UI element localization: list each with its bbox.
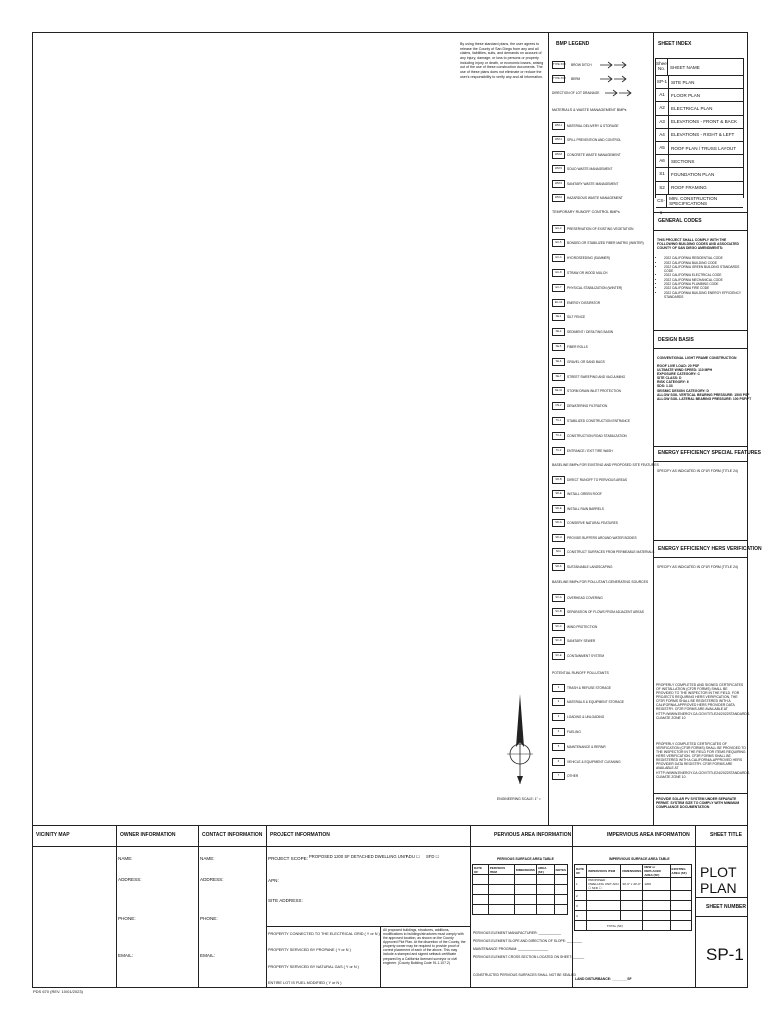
bmp-row (552, 742, 606, 751)
pervious-col-header: AREA (SF) (536, 865, 554, 875)
pervious-notes (473, 931, 584, 981)
bmp-label: SILT FENCE (567, 315, 586, 320)
col-header: SHEET NAME (670, 64, 700, 70)
bmp-row (552, 504, 604, 513)
bmp-row (552, 713, 604, 722)
bmp-label: OVERHEAD COVERING (567, 595, 603, 600)
bmp-label: STREET SWEEPING AND VACUUMING (567, 374, 626, 379)
bmp-label: MAINTENANCE & REPAIR (567, 744, 606, 749)
north-arrow-icon (505, 692, 535, 790)
bmp-code: TC-3 (552, 447, 565, 455)
sheet-index-row (656, 155, 743, 168)
bmp-row (552, 402, 607, 411)
bmp-code: EC-2 (552, 225, 565, 233)
design-basis-line: SEISMIC DESIGN CATEGORY: D (657, 388, 709, 393)
bmp-code: SE-10 (552, 387, 565, 395)
sheet-name: SITE PLAN (671, 79, 695, 85)
bmp-label: FIBER ROLLS (567, 344, 588, 349)
bmp-row (552, 328, 613, 337)
bmp-code: SC-A (552, 594, 565, 602)
apn-label: APN: (268, 878, 279, 883)
bmp-row (552, 593, 603, 602)
col-header: Sheet No. (656, 59, 668, 75)
bmp-code: WM-6 (552, 194, 565, 202)
bmp-label: PRESERVATION OF EXISTING VEGETATION (567, 226, 634, 231)
sheet-no: A5 (656, 142, 669, 154)
land-disturbance: LAND DISTURBANCE: ________SF (575, 977, 632, 981)
pervious-col-header: PERVIOUS ITEM (488, 865, 514, 875)
bmp-label: CONSERVE NATURAL FEATURES (567, 521, 618, 525)
bmp-code: SD-K (552, 563, 565, 571)
pervious-note-line: MAINTENANCE PROGRAM: ________________ (473, 947, 549, 952)
plan-sheet (32, 32, 751, 988)
bmp-label: CONSTRUCT SURFACES FROM PERMEABLE MATERIALS (567, 550, 655, 554)
contact-phone: PHONE: (200, 916, 218, 921)
impervious-col-header: NEW or REPLACED AREA (SF) (643, 865, 670, 878)
bmp-code: 6 (552, 758, 565, 766)
placement-note: All proposed buildings, structures, additions, modifications to buildings/structures must comply with the approved location, as shown on the County Approved Plot Plan. At the discretion of the County, the property owner may be required to provide proof of correct placement of each of the above. This may include a stamped and signed setback certificate prepared by a California licensed surveyor or civil engineer. (County Building Code 91.1.107.2) (383, 928, 466, 965)
bmp-label: GRAVEL OR SAND BAGS (567, 359, 605, 364)
bmp-label: SEDIMENT / DESILTING BASIN (567, 330, 614, 335)
bmp-label: SANITARY SEWER (567, 639, 596, 643)
bmp-row (552, 268, 607, 277)
total-label: TOTAL (SF) (587, 921, 643, 931)
contact-address: ADDRESS: (200, 877, 224, 882)
bmp-code: WM-1 (552, 122, 565, 130)
contact-name: NAME: (200, 856, 215, 861)
bmp-code: 5 (552, 743, 565, 751)
hers-text: SPECIFY AS INDICATED IN CF1R FORM (TITLE 24) (657, 565, 738, 569)
sheet-no: S1 (656, 168, 669, 180)
bmp-label: INSTALL RAIN BARRELS (567, 506, 604, 511)
bmp-code: SC-D (552, 637, 565, 645)
vicinity-map-label: VICINITY MAP (36, 832, 70, 838)
bmp-code: EC-7 (552, 284, 565, 292)
bmp-label: MATERIALS & EQUIPMENT STORAGE (567, 700, 625, 705)
sheet-name: ROOF PLAN / TRUSS LAYOUT (671, 145, 737, 151)
bmp-label: SEPARATION OF FLOWS FROM ADJACENT AREAS (567, 610, 644, 614)
bmp-label: VEHICLE & EQUIPMENT CLEANING (567, 759, 621, 764)
bmp-label: TRASH & REFUSE STORAGE (567, 685, 612, 690)
sheet-no: A1 (656, 89, 669, 101)
bmp-row (552, 637, 595, 646)
owner-name: NAME: (118, 856, 133, 861)
sheet-index-table (655, 58, 744, 215)
sheet-name: FOUNDATION PLAN (671, 171, 715, 177)
sheet-index-row (656, 182, 743, 195)
bmp-code: SC-B (552, 608, 565, 616)
bmp-row (552, 372, 625, 381)
sheet-index-header (656, 59, 743, 76)
bmp-label: ENERGY DISSIPATOR (567, 300, 601, 305)
bmp-row (552, 224, 633, 233)
code-item: • 2022 CALIFORNIA BUILDING CODE (664, 261, 747, 265)
bmp-row (552, 431, 627, 440)
sheet-index-row (656, 168, 743, 181)
bmp-code: SD-E (552, 505, 565, 513)
code-item: • 2022 CALIFORNIA RESIDENTIAL CODE (664, 256, 747, 260)
bmp-code: 4 (552, 728, 565, 736)
bmp-code: EC-5 (552, 239, 565, 247)
code-item: • 2022 CALIFORNIA PLUMBING CODE (664, 282, 747, 286)
code-item: • 2022 CALIFORNIA FIRE CODE (664, 286, 747, 290)
energy-text: SPECIFY AS INDICATED IN CF1R FORM (TITLE 24) (657, 469, 738, 473)
bmp-label: LOADING & UNLOADING (567, 715, 605, 720)
bmp-row (552, 698, 624, 707)
sheet-title-label: SHEET TITLE (710, 832, 742, 838)
divider (548, 32, 549, 825)
bmp-code: SC-C (552, 623, 565, 631)
code-item: • 2022 CALIFORNIA ELECTRICAL CODE (664, 273, 747, 277)
bmp-code: EC-4 (552, 254, 565, 262)
bmp-label: HAZARDOUS WASTE MANAGEMENT (567, 196, 623, 200)
pollutant-title: BASELINE BMPs FOR POLLUTANT-GENERATING SOURCES (552, 580, 649, 584)
impervious-table-title: IMPERVIOUS SURFACE AREA TABLE (609, 857, 670, 861)
bmp-code: 2 (552, 698, 565, 706)
pervious-note-line: PERVIOUS ELEMENT CROSS SECTION LOCATED ON SHEET: ______ (473, 955, 585, 960)
bmp-label: SANITARY WASTE MANAGEMENT (567, 181, 619, 186)
bmp-row (552, 121, 619, 130)
design-basis-line: SDS: 1.33 (657, 384, 673, 389)
bmp-row (552, 387, 621, 396)
temp-title: TEMPORARY RUNOFF CONTROL BMPs (552, 210, 620, 214)
bmp-label: CONTAINMENT SYSTEM (567, 653, 605, 658)
bmp-code: WM-8 (552, 151, 565, 159)
bmp-code: TYPE XXX (552, 75, 565, 83)
design-basis-line: ULTIMATE WIND SPEED: 110 MPH (657, 368, 713, 373)
contact-info-label: CONTACT INFORMATION (202, 832, 263, 838)
bmp-row (552, 727, 581, 736)
pervious-note-line: CONSTRUCTED PERVIOUS SURFACES SHALL NOT BE SEALED (473, 973, 576, 978)
sheet-name: SECTIONS (671, 158, 695, 164)
bmp-code: SD-I (552, 548, 565, 556)
solar-note: PROVIDE SOLAR PV SYSTEM UNDER SEPARATE PERMIT. SYSTEM SIZE TO COMPLY WITH MINIMUM COMPLIANCE DOCUMENTATION (656, 797, 740, 810)
bmp-row (552, 150, 621, 159)
design-basis-body (657, 356, 751, 401)
owner-address: ADDRESS: (118, 877, 142, 882)
bmp-code: TC-2 (552, 432, 565, 440)
impervious-col-header: IMPERVIOUS ITEM (587, 865, 621, 878)
bmp-label: BERM (571, 76, 581, 81)
energy-title: ENERGY EFFICIENCY SPECIAL FEATURES (658, 450, 761, 456)
adu-checkbox[interactable]: ADU ☐ (406, 854, 420, 859)
arrow-icon (598, 75, 628, 83)
owner-info-label: OWNER INFORMATION (120, 832, 176, 838)
impervious-col-header: DIMENSIONS (621, 865, 643, 878)
bmp-label: PHYSICAL STABILIZATION (WINTER) (567, 285, 623, 290)
bmp-row (552, 622, 597, 631)
bmp-code: SE-5 (552, 343, 565, 351)
bmp-label: SPILL PREVENTION AND CONTROL (567, 138, 622, 142)
bmp-code: SE-1 (552, 313, 565, 321)
sheet-index-title: SHEET INDEX (658, 41, 692, 47)
legend-row-brow-ditch (552, 60, 628, 69)
bmp-label: CONSTRUCTION ROAD STABILIZATION (567, 433, 627, 438)
legend-row-drainage (552, 88, 633, 97)
bmp-label: STABILIZED CONSTRUCTION ENTRANCE (567, 418, 630, 423)
bmp-row (552, 548, 654, 557)
bmp-label: ENTRANCE / EXIT TIRE WASH (567, 448, 613, 453)
bmp-label: BONDED OR STABILIZED FIBER MATRIX (WINTER) (567, 241, 644, 246)
pervious-col-header: DIMENSIONS (514, 865, 536, 875)
bmp-label: FUELING (567, 729, 581, 734)
bmp-row (552, 772, 578, 781)
sheet-no: SP-1 (656, 76, 669, 88)
design-basis-line: ALLOW SOIL VERTICAL BEARING PRESSURE: 1500 PSF (657, 392, 750, 397)
sheet-index-row (656, 116, 743, 129)
bmp-code: 1 (552, 684, 565, 692)
design-basis-line: SITE CLASS: D (657, 376, 682, 381)
sheet-title: PLOT PLAN (700, 864, 737, 896)
project-scope-label: PROJECT SCOPE: (268, 856, 308, 861)
hers-title: ENERGY EFFICIENCY HERS VERIFICATION (658, 546, 762, 552)
general-codes-body (657, 238, 747, 299)
site-address-label: SITE ADDRESS: (268, 898, 303, 903)
impervious-table: DATE OF IMPERVIOUS ITEM DIMENSIONS NEW or REPLACED AREA (SF) EXISTING AREA (SF) 1 PROPOSED DWELLING UNIT ADU ☐ SFD ☐ 30'-0" x 40'-0" 1200 2 3 4 TOTAL (SF) (574, 864, 692, 931)
bmp-code: TC-1 (552, 417, 565, 425)
bmp-row (552, 562, 612, 571)
bmp-row (552, 490, 602, 499)
sheet-index-row (656, 195, 743, 215)
fuel-modified-question: ENTIRE LOT IS FUEL MODIFIED ( Y or N ) (268, 981, 342, 985)
design-basis-line: RISK CATEGORY: II (657, 380, 689, 385)
code-item: • 2022 CALIFORNIA BUILDING ENERGY EFFICIENCY STANDARDS (664, 291, 747, 300)
bmp-label: MATERIAL DELIVERY & STORAGE (567, 123, 619, 128)
sheet-name: ROOF FRAMING (671, 185, 707, 191)
design-basis-line: ALLOW SOIL LATERAL BEARING PRESSURE: 100 PSF/FT (657, 396, 752, 401)
sheet-no: A6 (656, 155, 669, 167)
bmp-code: 7 (552, 772, 565, 780)
bmp-code: WM-5 (552, 165, 565, 173)
bmp-label: OTHER (567, 774, 579, 779)
bmp-label: WIND PROTECTION (567, 624, 598, 629)
bmp-row (552, 239, 644, 248)
bmp-row (552, 651, 604, 660)
pervious-table (472, 864, 568, 915)
bmp-label: STRAW OR WOOD MULCH (567, 270, 608, 275)
sheet-index-row (656, 89, 743, 102)
design-basis-line: CONVENTIONAL LIGHT FRAME CONSTRUCTION (657, 356, 737, 360)
bmp-label: HYDROSEEDING (SUMMER) (567, 256, 611, 261)
bmp-legend-title: BMP LEGEND (556, 41, 590, 47)
bmp-code: SD-G (552, 519, 565, 527)
sheet-no: CS-1 (656, 195, 667, 207)
pervious-col-header: NOTES (554, 865, 567, 875)
scale-label: ENGINEERING SCALE: 1" = (497, 797, 541, 801)
project-info-label: PROJECT INFORMATION (270, 832, 330, 838)
divider (653, 32, 654, 825)
bmp-row (552, 533, 637, 542)
sheet-index-row (656, 76, 743, 89)
sheet-name: ELECTRICAL PLAN (671, 105, 713, 111)
sheet-index-row (656, 102, 743, 115)
bmp-row (552, 136, 621, 145)
baseline-title: BASELINE BMPs FOR EXISTING AND PROPOSED SITE FEATURES (552, 463, 659, 467)
bmp-row (552, 194, 623, 203)
owner-email: EMAIL: (118, 953, 134, 958)
pervious-note-line: PERVIOUS ELEMENT SLOPE AND DIRECTION OF SLOPE: ________ (473, 939, 582, 944)
sheet-no: A2 (656, 102, 669, 114)
bmp-row (552, 254, 610, 263)
bmp-code: SE-7 (552, 373, 565, 381)
bmp-row (552, 313, 585, 322)
cf2r-note: PROPERLY COMPLETED AND SIGNED CERTIFICATES OF INSTALLATION (CF2R FORMS) SHALL BE PROVIDED TO THE INSPECTOR IN THE FIELD. FOR PROJECTS REQUIRING HERS VERIFICATION, THE CF2R FORMS SHALL BE REGISTERED WITH A CALIFORNIA-APPROVED HERS PROVIDER DATA REGISTRY. CF2R FORMS ARE AVAILABLE AT HTTP://WWW.ENERGY.CA.GOV/TITLE24/2022STANDARDS. CLIMATE ZONE 10 (656, 683, 751, 720)
contact-email: EMAIL: (200, 953, 216, 958)
code-item: • 2022 CALIFORNIA GREEN BUILDING STANDARDS CODE (664, 265, 747, 274)
sheet-no: A4 (656, 129, 669, 141)
bmp-row (552, 283, 622, 292)
bmp-code: SD-B (552, 476, 565, 484)
bmp-code: SC-E (552, 652, 565, 660)
bmp-row (552, 757, 621, 766)
bmp-label: DIRECTION OF LOT DRAINAGE (552, 90, 600, 95)
impervious-col-header: DATE OF (575, 865, 587, 878)
bmp-row (552, 519, 618, 528)
natural-gas-question: PROPERTY SERVICED BY NATURAL GAS ( Y or N ) (268, 965, 359, 969)
bmp-label: INSTALL GREEN ROOF (567, 492, 602, 496)
bmp-code: SE-2 (552, 328, 565, 336)
bmp-code: NS-2 (552, 402, 565, 410)
propane-question: PROPERTY SERVICED BY PROPANE ( Y or N ) (268, 948, 351, 952)
sheet-index-row (656, 129, 743, 142)
sheet-index-row (656, 142, 743, 155)
materials-title: MATERIALS & WASTE MANAGEMENT BMPs (552, 108, 627, 112)
bmp-label: DIRECT RUNOFF TO PERVIOUS AREAS (567, 477, 627, 482)
divider (32, 825, 748, 826)
bmp-code: TYPE XXX (552, 61, 565, 69)
pervious-info-label: PERVIOUS AREA INFORMATION (494, 832, 572, 838)
bmp-row (552, 342, 588, 351)
design-basis-line: ROOF LIVE LOAD: 20 PSF (657, 364, 700, 369)
bmp-row (552, 179, 618, 188)
bmp-code: WM-4 (552, 136, 565, 144)
impervious-col-header: EXISTING AREA (SF) (670, 865, 691, 878)
bmp-row (552, 357, 605, 366)
bmp-code: WM-9 (552, 180, 565, 188)
sheet-no: S2 (656, 182, 669, 194)
pervious-col-header: DATE OF (473, 865, 489, 875)
bmp-code: EC-10 (552, 299, 565, 307)
sfd-checkbox[interactable]: SFD ☐ (426, 854, 440, 859)
bmp-code: EC-8 (552, 269, 565, 277)
bmp-code: 3 (552, 713, 565, 721)
bmp-label: DEWATERING FILTRATION (567, 404, 608, 409)
cf3r-note: PROPERLY COMPLETED CERTIFICATES OF VERIFICATION (CF3R FORMS) SHALL BE PROVIDED TO THE INSPECTOR IN THE FIELD FOR ITEMS REQUIRING HERS VERIFICATION. CF3R FORMS SHALL BE REGISTERED WITH A CALIFORNIA-APPROVED HERS PROVIDER DATA REGISTRY. CF3R FORMS ARE AVAILABLE AT HTTP://WWW.ENERGY.CA.GOV/TITLE24/2022STANDARDS. CLIMATE ZONE 10 (656, 742, 751, 779)
general-codes-intro: THIS PROJECT SHALL COMPLY WITH THE FOLLOWING BUILDING CODES AND ASSOCIATED COUNTY OF SAN DIEGO AMENDMENTS: (657, 238, 739, 251)
bmp-row (552, 608, 644, 617)
bmp-row (552, 298, 600, 307)
pervious-table-title: PERVIOUS SURFACE AREA TABLE (497, 857, 554, 861)
sheet-name: FLOOR PLAN (671, 92, 701, 98)
bmp-row (552, 416, 630, 425)
design-basis-line: EXPOSURE CATEGORY: C (657, 372, 700, 377)
bmp-code: SD-H (552, 534, 565, 542)
bmp-row (552, 683, 611, 692)
bmp-row (552, 446, 613, 455)
bmp-row (552, 165, 612, 174)
sheet-number: SP-1 (706, 945, 744, 964)
arrow-icon (598, 61, 628, 69)
legend-row-berm (552, 74, 628, 83)
bmp-label: BROW DITCH (571, 62, 592, 67)
arrow-icon (603, 89, 633, 97)
bmp-label: STORM DRAIN INLET PROTECTION (567, 389, 621, 394)
bmp-label: CONCRETE WASTE MANAGEMENT (567, 152, 621, 157)
bmp-label: PROVIDE BUFFERS AROUND WATER BODIES (567, 535, 637, 540)
disclaimer-text: By using these standard plans, the user agrees to release the County of San Diego from any and all claims, liabilities, suits, and demands on account of any injury, damage, or loss to persons or property including injury or death, or economic losses, arising out of the use of these construction documents. The use of these plans does not eliminate or reduce the user's responsibility to verify any and all information. (460, 42, 544, 79)
bmp-code: SD-E (552, 490, 565, 498)
project-scope-value: PROPOSED 1200 SF DETACHED DWELLING UNIT (309, 854, 408, 859)
sheet-no: A3 (656, 116, 669, 128)
impervious-info-label: IMPERVIOUS AREA INFORMATION (607, 832, 690, 838)
sheet-name: MIN. CONSTRUCTION SPECIFICATIONS (669, 195, 718, 206)
code-item: • 2022 CALIFORNIA MECHANICAL CODE (664, 278, 747, 282)
pervious-note-line: PERVIOUS ELEMENT MANUFACTURER: ____________ (473, 931, 562, 935)
electrical-grid-question: PROPERTY CONNECTED TO THE ELECTRICAL GRID ( Y or N ) (268, 932, 380, 936)
potential-title: POTENTIAL RUNOFF POLLUTANTS (552, 671, 609, 675)
general-codes-title: GENERAL CODES (658, 218, 702, 224)
bmp-code: SE-6 (552, 358, 565, 366)
bmp-label: SUSTAINABLE LANDSCAPING (567, 564, 613, 569)
owner-phone: PHONE: (118, 916, 136, 921)
bmp-label: SOLID WASTE MANAGEMENT (567, 167, 613, 171)
bmp-row (552, 475, 627, 484)
sheet-number-label: SHEET NUMBER (706, 904, 747, 910)
sheet-name: ELEVATIONS - FRONT & BACK (671, 119, 738, 125)
form-footer: PDS 670 (REV. 10/01/2023) (33, 989, 83, 994)
design-basis-title: DESIGN BASIS (658, 337, 694, 343)
sheet-name: ELEVATIONS - RIGHT & LEFT (671, 132, 735, 138)
